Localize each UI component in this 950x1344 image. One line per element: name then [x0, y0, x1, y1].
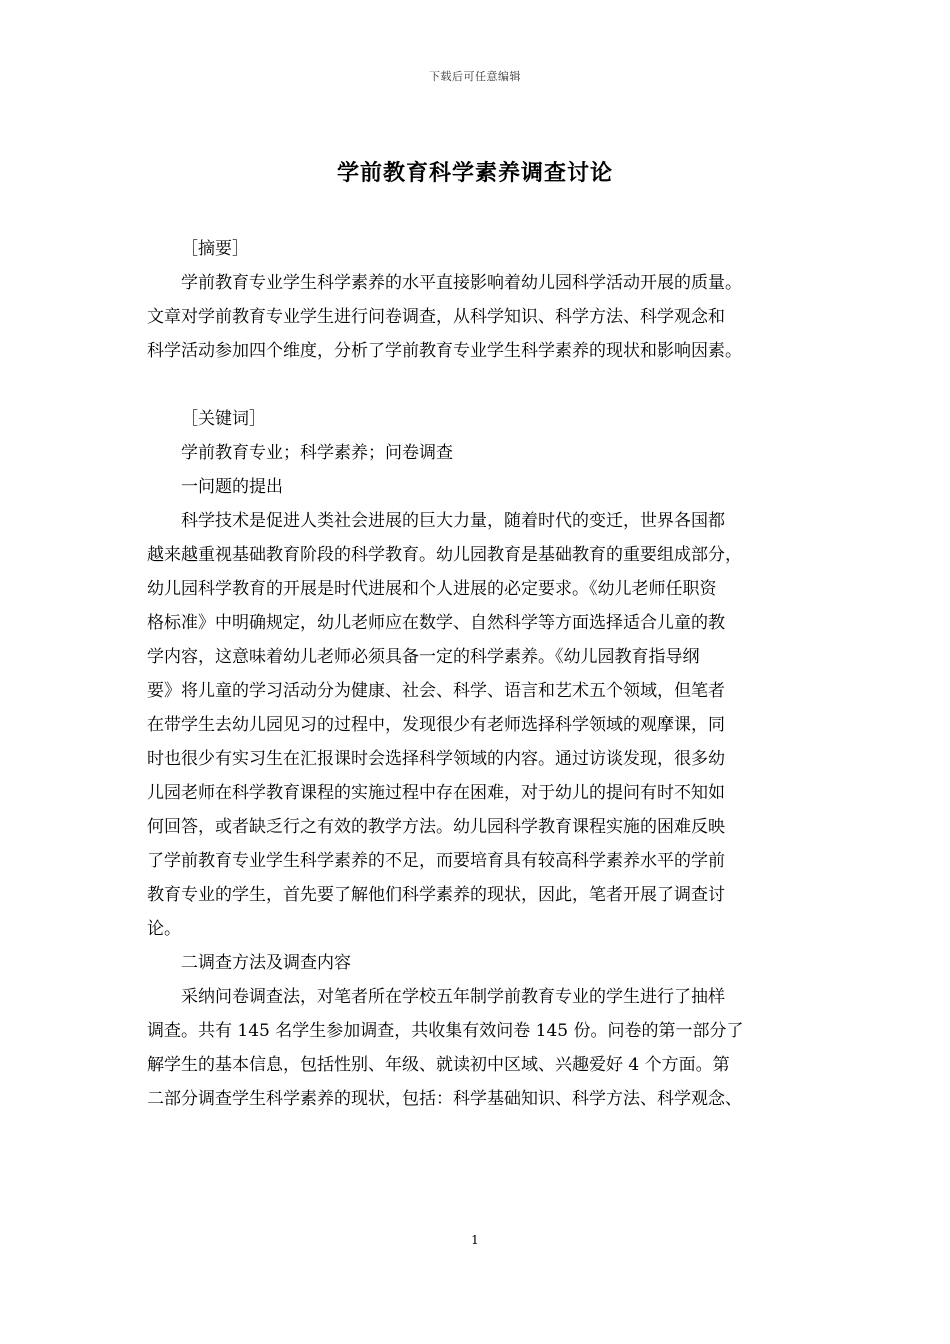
document-body [147, 232, 823, 1116]
paragraph-line: 论。 [147, 919, 181, 939]
paragraph-gap [147, 368, 823, 402]
paragraph-line: 越来越重视基础教育阶段的科学教育。幼儿园教育是基础教育的重要组成部分， [147, 545, 742, 565]
abstract-line: 学前教育专业学生科学素养的水平直接影响着幼儿园科学活动开展的质量。 [181, 273, 742, 293]
paragraph-line: 幼儿园科学教育的开展是时代进展和个人进展的必定要求。《幼儿老师任职资 [147, 579, 717, 599]
document-title: 学前教育科学素养调查讨论 [336, 160, 613, 186]
abstract-heading: ［摘要］ [181, 239, 249, 259]
section-heading: 一问题的提出 [181, 477, 283, 497]
page-number: 1 [471, 1233, 479, 1247]
paragraph-line: 二部分调查学生科学素养的现状，包括：科学基础知识、科学方法、科学观念、 [147, 1089, 742, 1109]
paragraph-line: 时也很少有实习生在汇报课时会选择科学领域的内容。通过访谈发现，很多幼 [147, 749, 725, 769]
abstract-line: 科学活动参加四个维度，分析了学前教育专业学生科学素养的现状和影响因素。 [147, 341, 742, 361]
paragraph-line: 要》将儿童的学习活动分为健康、社会、科学、语言和艺术五个领域，但笔者 [147, 681, 725, 701]
paragraph-line: 科学技术是促进人类社会进展的巨大力量，随着时代的变迁，世界各国都 [181, 511, 725, 531]
page-header-note: 下载后可任意编辑 [429, 70, 521, 83]
paragraph-line: 教育专业的学生，首先要了解他们科学素养的现状，因此，笔者开展了调查讨 [147, 885, 725, 905]
paragraph-line: 调查。共有 145 名学生参加调查，共收集有效问卷 145 份。问卷的第一部分了 [147, 1021, 744, 1041]
paragraph-line: 儿园老师在科学教育课程的实施过程中存在困难，对于幼儿的提问有时不知如 [147, 783, 725, 803]
paragraph-line: 了学前教育专业学生科学素养的不足，而要培育具有较高科学素养水平的学前 [147, 851, 725, 871]
paragraph-line: 解学生的基本信息，包括性别、年级、就读初中区域、兴趣爱好 4 个方面。第 [147, 1055, 730, 1075]
paragraph-line: 何回答，或者缺乏行之有效的教学方法。幼儿园科学教育课程实施的困难反映 [147, 817, 725, 837]
paragraph-line: 采纳问卷调查法，对笔者所在学校五年制学前教育专业的学生进行了抽样 [181, 987, 725, 1007]
abstract-line: 文章对学前教育专业学生进行问卷调查，从科学知识、科学方法、科学观念和 [147, 307, 725, 327]
paragraph-line: 学内容，这意味着幼儿老师必须具备一定的科学素养。《幼儿园教育指导纲 [147, 647, 700, 667]
keywords-text: 学前教育专业；科学素养；问卷调查 [181, 443, 453, 463]
section-heading: 二调查方法及调查内容 [181, 953, 351, 973]
paragraph-line: 在带学生去幼儿园见习的过程中，发现很少有老师选择科学领域的观摩课，同 [147, 715, 725, 735]
keywords-heading: ［关键词］ [181, 409, 266, 429]
paragraph-line: 格标准》中明确规定，幼儿老师应在数学、自然科学等方面选择适合儿童的教 [147, 613, 725, 633]
